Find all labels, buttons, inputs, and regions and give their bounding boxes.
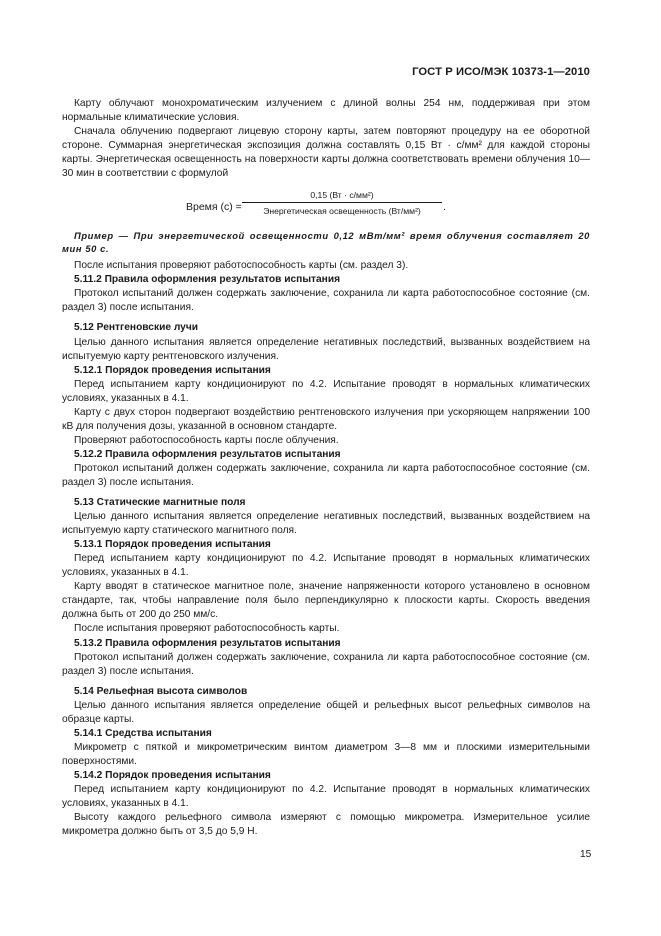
paragraph: Микрометр с пяткой и микрометрическим винтом диаметром 3—8 мм и плоскими измерительными поверхностями.: [62, 741, 590, 767]
paragraph: После испытания проверяют работоспособность карты.: [74, 623, 340, 635]
paragraph: Целью данного испытания является определение негативных последствий, вызванных воздействием на испытуемую карту рентгеновского излучения.: [62, 336, 590, 362]
page-number: 15: [580, 849, 592, 860]
paragraph: Перед испытанием карту кондиционируют по 4.2. Испытание проводят в нормальных климатических условиях, указанных в 4.1.: [62, 783, 590, 810]
section-heading: 5.12 Рентгеновские лучи: [74, 322, 199, 334]
paragraph: Перед испытанием карту кондиционируют по 4.2. Испытание проводят в нормальных климатических условиях, указанных в 4.1.: [62, 378, 590, 404]
paragraph: Протокол испытаний должен содержать заключение, сохранила ли карта работоспособное состояние (см. раздел 3) после испытания.: [62, 462, 590, 488]
formula-numerator: 0,15 (Вт · с/мм²): [310, 190, 374, 201]
section-heading: 5.14 Рельефная высота символов: [74, 685, 248, 697]
paragraph: Карту с двух сторон подвергают воздействию рентгеновского излучения при ускоряющем напряжении 100 кВ для получения дозы, указанной в основном стандарте.: [62, 406, 590, 432]
formula-end: .: [443, 201, 446, 214]
section-heading: 5.12.2 Правила оформления результатов испытания: [74, 448, 341, 460]
paragraph: Целью данного испытания является определение общей и рельефных высот рельефных символов на образце карты.: [62, 699, 590, 725]
section-heading: 5.14.2 Порядок проведения испытания: [74, 769, 271, 781]
formula-label: Время (с) =: [186, 201, 242, 214]
formula: [62, 187, 590, 227]
section-heading: 5.14.1 Средства испытания: [74, 727, 212, 739]
section-heading: 5.13.1 Порядок проведения испытания: [74, 539, 271, 551]
paragraph: Проверяют работоспособность карты после облучения.: [74, 434, 339, 446]
formula-denominator: Энергетическая освещенность (Вт/мм²): [263, 206, 421, 217]
section-heading: 5.11.2 Правила оформления результатов испытания: [74, 274, 341, 286]
section-heading: 5.13.2 Правила оформления результатов испытания: [74, 637, 341, 649]
paragraph: Целью данного испытания является определение негативных последствий, вызванных воздействием на испытуемую карту статического магнитного поля.: [62, 511, 590, 537]
paragraph: Сначала облучению подвергают лицевую сторону карты, затем повторяют процедуру на ее оборотной стороне. Суммарная энергетическая экспозиция должна составлять 0,15 Вт · с/мм² для каждой стороны карты. Энергетическая освещенность на поверхности карты должна соответствовать времени облучения 10—30 мин в соответствии с формулой: [62, 126, 590, 180]
example-note: Пример — При энергетической освещенности 0,12 мВт/мм² время облучения составляет 20 мин 50 с.: [62, 230, 590, 254]
paragraph: После испытания проверяют работоспособность карты (см. раздел 3).: [74, 260, 409, 272]
paragraph: Протокол испытаний должен содержать заключение, сохранила ли карта работоспособное состояние (см. раздел 3) после испытания.: [62, 651, 590, 677]
paragraph: Перед испытанием карту кондиционируют по 4.2. Испытание проводят в нормальных климатических условиях, указанных в 4.1.: [62, 553, 590, 579]
document-header: ГОСТ Р ИСО/МЭК 10373-1—2010: [412, 66, 590, 78]
paragraph: Протокол испытаний должен содержать заключение, сохранила ли карта работоспособное состояние (см. раздел 3) после испытания.: [62, 288, 590, 314]
paragraph: Карту вводят в статическое магнитное поле, значение напряженности которого установлено в основном стандарте, так, чтобы направление поля было перпендикулярно к плоскости карты. Скорость введения должна быть от 200 до 250 мм/с.: [62, 581, 590, 621]
section-heading: 5.12.1 Порядок проведения испытания: [74, 364, 271, 376]
section-heading: 5.13 Статические магнитные поля: [74, 497, 246, 509]
paragraph: Карту облучают монохроматическим излучением с длиной волны 254 нм, поддерживая при этом нормальные климатические условия.: [62, 98, 590, 124]
formula-fraction: [242, 189, 442, 217]
document-body: [62, 97, 590, 839]
paragraph: Высоту каждого рельефного символа измеряют с помощью микрометра. Измерительное усилие микрометра должно быть от 3,5 до 5,9 Н.: [62, 812, 590, 838]
fraction-bar: [242, 202, 442, 203]
